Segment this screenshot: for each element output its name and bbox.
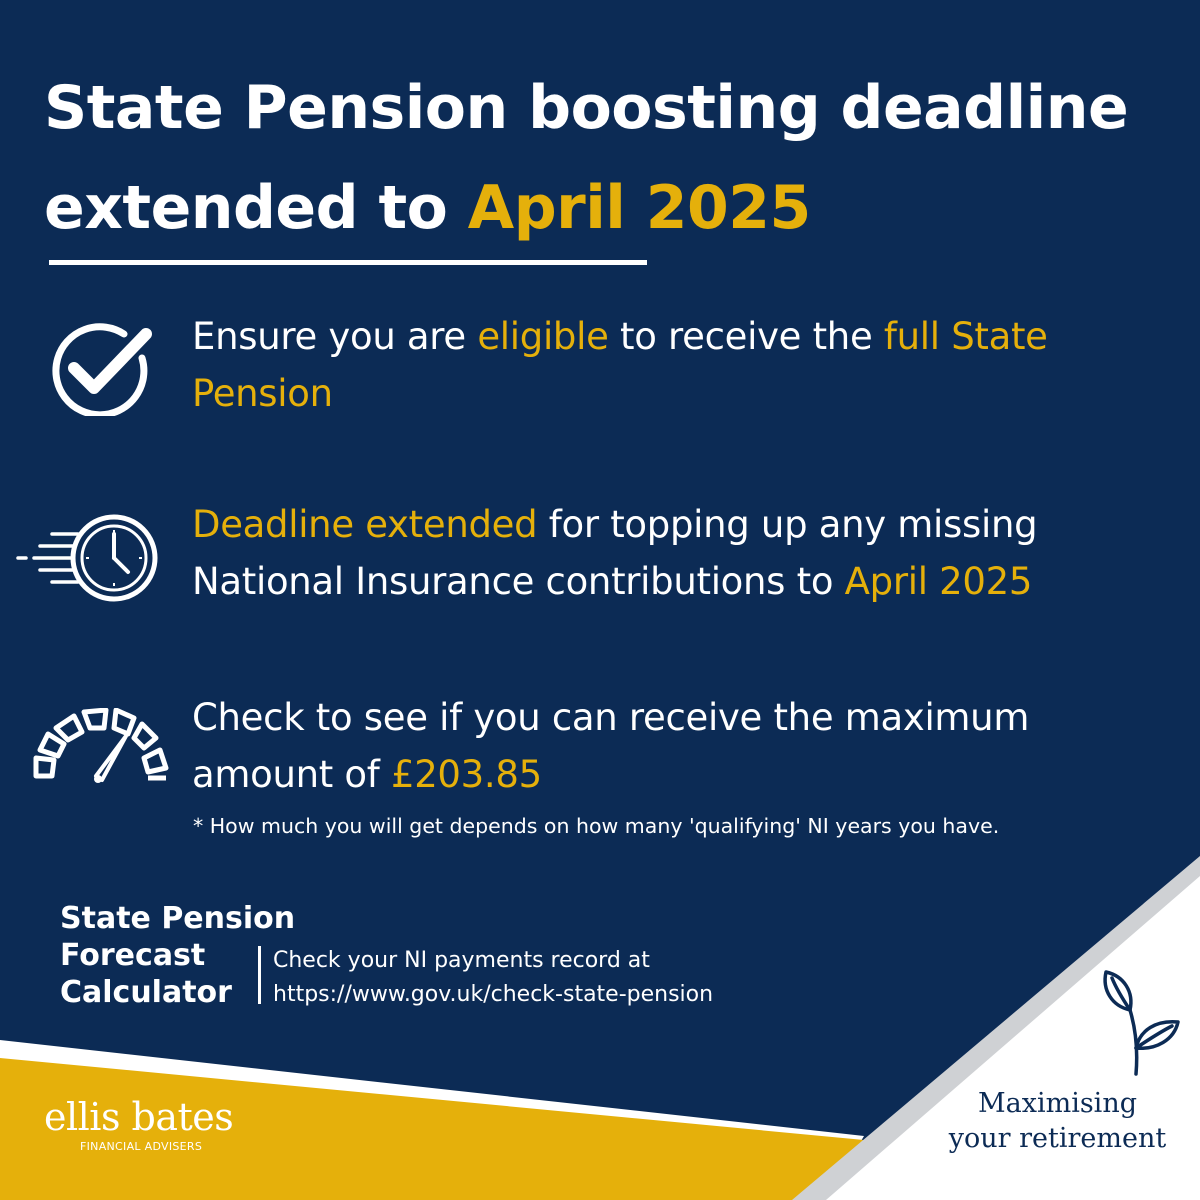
point-text-segment: £203.85 — [390, 753, 542, 796]
title-line-1: State Pension boosting deadline — [44, 73, 1129, 143]
brand-subtitle: FINANCIAL ADVISERS — [80, 1140, 203, 1153]
calculator-link[interactable]: https://www.gov.uk/check-state-pension — [273, 982, 714, 1007]
tagline-line-1: Maximising — [977, 1088, 1137, 1119]
point-text-segment: April 2025 — [844, 560, 1033, 603]
title-highlight: April 2025 — [467, 173, 811, 243]
point-text-segment: Ensure you are — [192, 315, 478, 358]
point-text-segment: Check to see if you can receive the maximum amount of — [192, 696, 1030, 796]
brand-logo — [44, 1095, 304, 1155]
point-text-segment: eligible — [477, 315, 609, 358]
calculator-title-line-1: State Pension — [60, 901, 296, 936]
calculator-title-line-3: Calculator — [60, 975, 232, 1010]
calculator-text: Check your NI payments record at — [273, 948, 650, 973]
point-text-segment: Deadline extended — [192, 503, 538, 546]
tagline — [920, 1086, 1195, 1156]
title-line-2-prefix: extended to — [44, 173, 468, 243]
brand-name: ellis bates — [44, 1095, 234, 1139]
calculator-title-line-2: Forecast — [60, 938, 206, 973]
tagline-line-2: your retirement — [948, 1123, 1167, 1154]
point-text-segment: to receive the — [608, 315, 884, 358]
sprout-icon — [1090, 966, 1190, 1078]
point-text-segment: full State Pension — [192, 315, 1048, 415]
point-text-segment: for topping up any missing National Insurance contributions to — [192, 503, 1038, 603]
footnote: * How much you will get depends on how many 'qualifying' NI years you have. — [193, 814, 1000, 838]
